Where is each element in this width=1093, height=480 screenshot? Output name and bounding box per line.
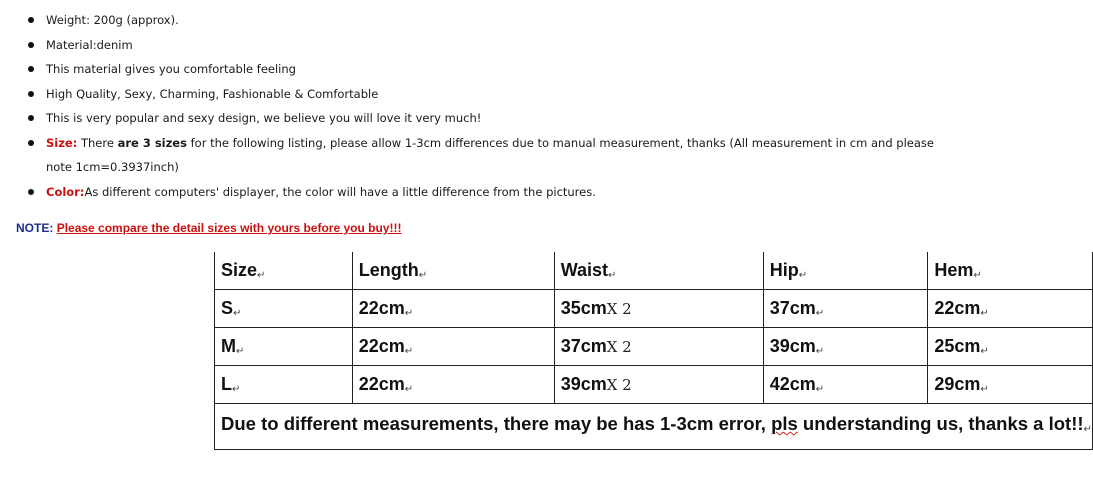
note-link[interactable]: Please compare the detail sizes with yours before you buy!!! (56, 221, 402, 235)
paragraph-mark-icon: ↵ (404, 384, 414, 395)
cell-length: 22cm↵ (352, 328, 554, 366)
list-item-size (20, 131, 940, 180)
header-cell-size: Size↵ (215, 252, 353, 290)
spellcheck-word: pls (771, 413, 798, 434)
paragraph-mark-icon: ↵ (798, 270, 808, 281)
header-cell-waist: Waist↵ (554, 252, 763, 290)
paragraph-mark-icon: ↵ (404, 308, 414, 319)
paragraph-mark-icon: ↵ (980, 346, 989, 357)
paragraph-mark-icon: ↵ (980, 308, 989, 319)
header-cell-hip: Hip↵ (763, 252, 928, 290)
header-cell-hem: Hem↵ (928, 252, 1093, 290)
note-label: NOTE: (16, 221, 54, 235)
cell-size: L↵ (215, 366, 353, 404)
paragraph-mark-icon: ↵ (973, 270, 982, 281)
paragraph-mark-icon: ↵ (418, 270, 428, 281)
cell-hem: 22cm↵ (928, 290, 1093, 328)
size-text-2: for the following listing, please allow 1-3cm differences due to manual measurement, thanks (All measurement in cm and please note 1cm=0.3937inch) (46, 135, 934, 174)
size-chart-table (214, 252, 1093, 450)
paragraph-mark-icon: ↵ (980, 384, 989, 395)
table-row (215, 290, 1093, 328)
waist-multiplier: X 2 (606, 338, 632, 356)
list-item-color (20, 180, 940, 205)
list-item-feeling (20, 57, 940, 82)
paragraph-mark-icon: ↵ (1083, 424, 1092, 435)
paragraph-mark-icon: ↵ (608, 270, 617, 281)
color-text: As different computers' displayer, the color will have a little difference from the pictures. (84, 184, 596, 199)
paragraph-mark-icon: ↵ (236, 346, 245, 357)
cell-hip: 39cm↵ (763, 328, 928, 366)
paragraph-mark-icon: ↵ (815, 308, 825, 319)
paragraph-mark-icon: ↵ (233, 308, 242, 319)
cell-size: S↵ (215, 290, 353, 328)
list-item-weight (20, 8, 940, 33)
cell-waist: 37cmX 2 (554, 328, 763, 366)
paragraph-mark-icon: ↵ (404, 346, 414, 357)
cell-waist: 39cmX 2 (554, 366, 763, 404)
measurement-disclaimer: Due to different measurements, there may be has 1-3cm error, pls understanding us, thanks a lot!!↵ (215, 404, 1093, 450)
cell-hip: 42cm↵ (763, 366, 928, 404)
waist-multiplier: X 2 (606, 300, 632, 318)
cell-length: 22cm↵ (352, 290, 554, 328)
paragraph-mark-icon: ↵ (815, 346, 825, 357)
paragraph-mark-icon: ↵ (815, 384, 825, 395)
size-text-1: There (77, 135, 118, 150)
table-footer-row (215, 404, 1093, 450)
header-cell-length: Length↵ (352, 252, 554, 290)
cell-hem: 25cm↵ (928, 328, 1093, 366)
table-row (215, 366, 1093, 404)
paragraph-mark-icon: ↵ (232, 384, 241, 395)
quality-text: High Quality, Sexy, Charming, Fashionable & Comfortable (46, 86, 379, 101)
cell-hip: 37cm↵ (763, 290, 928, 328)
cell-hem: 29cm↵ (928, 366, 1093, 404)
cell-waist: 35cmX 2 (554, 290, 763, 328)
cell-size: M↵ (215, 328, 353, 366)
size-bold-text: are 3 sizes (117, 135, 187, 150)
list-item-popular (20, 106, 940, 131)
product-details-list (20, 8, 940, 204)
cell-length: 22cm↵ (352, 366, 554, 404)
table-header-row (215, 252, 1093, 290)
waist-multiplier: X 2 (606, 376, 632, 394)
note-line (16, 221, 401, 235)
list-item-quality (20, 82, 940, 107)
feeling-text: This material gives you comfortable feeling (46, 62, 296, 76)
list-item-material (20, 33, 940, 58)
paragraph-mark-icon: ↵ (257, 270, 266, 281)
color-label: Color: (46, 184, 85, 199)
table-row (215, 328, 1093, 366)
weight-text: Weight: 200g (approx). (46, 13, 179, 27)
material-text: Material:denim (46, 37, 133, 52)
size-label: Size: (46, 135, 78, 150)
popular-text: This is very popular and sexy design, we believe you will love it very much! (46, 111, 482, 125)
